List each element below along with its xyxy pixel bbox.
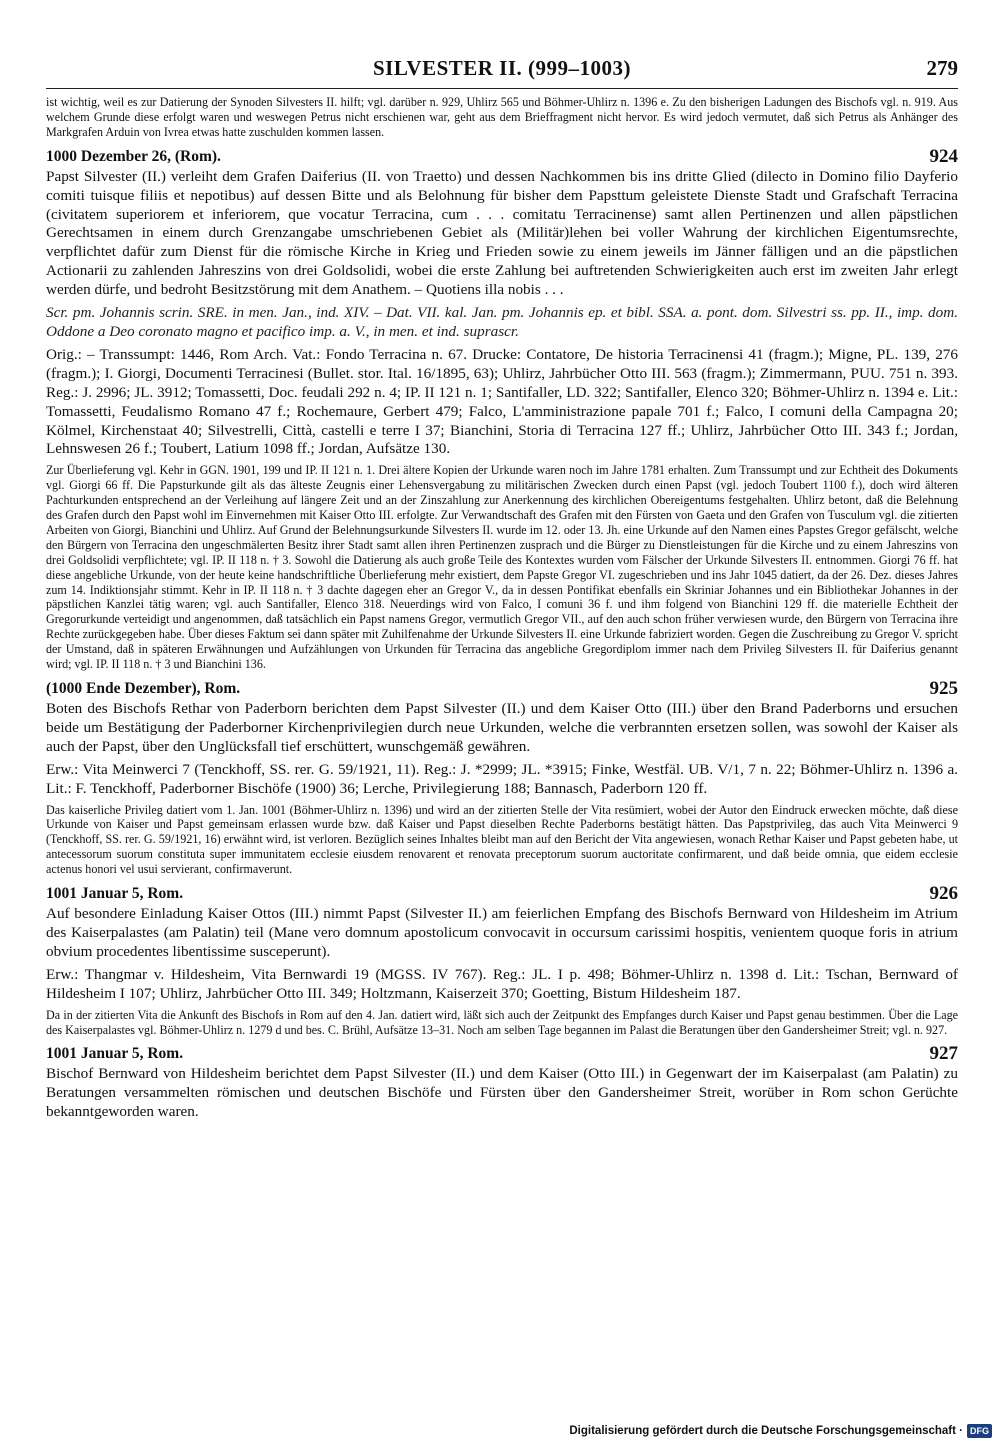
regest-entry-926: [46, 885, 958, 1037]
entry-date: 1001 Januar 5, Rom.: [46, 1045, 184, 1063]
entry-number: 927: [929, 1043, 958, 1065]
entry-note: Zur Überlieferung vgl. Kehr in GGN. 1901, 199 und IP. II 121 n. 1. Drei ältere Kopien der Urkunde waren noch im Jahre 1781 erhalten. Zum Transsumpt und zur Echtheit des Dokuments vgl. Giorgi 66 ff. Die Papsturkunde gilt als das älteste Zeugnis einer Lehensvergabung zu militärischen Zwecken durch einen Papst (vgl. jedoch Toubert 1100 f.), doch wird älteren Pachturkunden entsprechend an der Verleihung auf längere Zeit und an der Zinszahlung zur Anerkennung des kirchlichen Obereigentums festgehalten. Uhlirz betont, daß die Belehnung des Grafen durch den Papst wohl im Einvernehmen mit Kaiser Otto III. erfolgte. Zur Verwandtschaft des Grafen mit den Fürsten von Gaeta und den Grafen von Tusculum vgl. die zitierten Arbeiten von Giorgi, Bianchini und Uhlirz. Auf Grund der Belehnungsurkunde Silvesters II. wurde im 12. oder 13. Jh. eine Urkunde auf den Namen eines Papstes Gregor gefälscht, welche den Bürgern von Terracina den ungeschmälerten Besitz ihrer Stadt samt allen ihren Pertinenzen zusprach und die Bürger zu Dienstleistungen für die Kirche und zu einem Jahreszins von drei Goldsolidi verpflichtete; vgl. IP. II 118 n. † 3. Sowohl die Datierung als auch große Teile des Kontextes wurden vom Fälscher der Urkunde Silvesters II. entnommen. Giorgi 76 ff. hat diese angebliche Urkunde, von der heute keine handschriftliche Überlieferung mehr existiert, dem Papste Gregor VI. zugeschrieben und ins Jahr 1045 datiert, da der 26. Dez. dieses Jahres zum 14. Indiktionsjahr stimmt. Kehr in IP. II 118 n. † 3 dachte dagegen eher an Gregor V., da in dessen Pontifikat ebenfalls ein Skriniar Johannes und ein Bibliothekar Johannes in der päpstlichen Kanzlei tätig waren; vgl. auch Santifaller, Elenco 318. Neuerdings wird von Falco, I comuni 36 f. und ihm folgend von Bianchini 129 ff. die materielle Echtheit der Gregorurkunde verteidigt und angenommen, daß tatsächlich ein Papst namens Gregor, vermutlich Gregor VII., auf den auch schon früher verwiesen wurde, den Bürgern von Terracina ihre Rechte zurückgegeben habe. Über dieses Faktum sei dann später mit Zuhilfenahme der Urkunde Silvesters II. eine Urkunde fabriziert worden. Gegen die Zuschreibung zu Gregor V. spricht der Umstand, daß in späteren Erwähnungen und Aufzählungen von Urkunden für Terracina das angebliche Gregordiplom immer nach dem Privileg Silvesters II. für Daiferius genannt wird; vgl. IP. II 118 n. † 3 und Bianchini 136.: [46, 463, 958, 672]
entry-text: Boten des Bischofs Rethar von Paderborn berichten dem Papst Silvester (II.) und dem Kaiser Otto (III.) über den Brand Paderborns und ersuchen beide um Bestätigung der Paderborner Kirchenprivilegien durch neue Urkunden, welche die verbrannten ersetzen sollen, was sowohl der Kaiser als auch der Papst, über den Unglücksfall tief erschüttert, wunschgemäß gewähren.: [46, 700, 958, 755]
entry-sources: Erw.: Thangmar v. Hildesheim, Vita Bernwardi 19 (MGSS. IV 767). Reg.: JL. I p. 498; Böhmer-Uhlirz n. 1398 d. Lit.: Tschan, Bernward of Hildesheim I 107; Uhlirz, Jahrbücher Otto III. 349; Holtzmann, Kaiserzeit 370; Goetting, Bistum Hildesheim 187.: [46, 965, 958, 1002]
entry-number: 926: [929, 883, 958, 905]
entry-text: Bischof Bernward von Hildesheim berichtet dem Papst Silvester (II.) und dem Kaiser (Otto III.) in Gegenwart der im Kaiserpalast (am Palatin) zu Beratungen versammelten römischen und deutschen Bischöfe und Fürsten über den Gandersheimer Streit, worüber in Rom schon Gerüchte bekanntgeworden waren.: [46, 1065, 958, 1121]
entry-header: [46, 885, 958, 905]
entry-header: [46, 1045, 958, 1065]
entry-date: 1000 Dezember 26, (Rom).: [46, 147, 221, 165]
document-page: [46, 56, 958, 1122]
dfg-logo: DFG: [967, 1424, 992, 1438]
entry-number: 925: [929, 678, 958, 699]
entry-header: [46, 145, 958, 168]
entry-sources: Erw.: Vita Meinwerci 7 (Tenckhoff, SS. rer. G. 59/1921, 11). Reg.: J. *2999; JL. *3915; Finke, Westfäl. UB. V/1, 7 n. 22; Böhmer-Uhlirz n. 1396 a. Lit.: F. Tenckhoff, Paderborner Bischöfe (1900) 36; Lerche, Privilegierung 188; Bannasch, Paderborn 120 ff.: [46, 760, 958, 797]
entry-text: Auf besondere Einladung Kaiser Ottos (III.) nimmt Papst (Silvester II.) am feierlichen Empfang des Bischofs Bernward von Hildesheim im Atrium des Kaiserpalastes (am Palatin) teil (Mane vero domnum apostolicum convocavit in occursum carissimi hospitis, venientem quoque foris in atrium obvium procedentes libentissime susceperunt).: [46, 905, 958, 960]
entry-number: 924: [929, 145, 958, 167]
regest-entry-924: [46, 145, 958, 672]
regest-entry-925: [46, 680, 958, 877]
regest-entry-927: [46, 1045, 958, 1122]
entry-text: Papst Silvester (II.) verleiht dem Grafen Daiferius (II. von Traetto) und dessen Nachkommen bis ins dritte Glied (dilecto in Domino filio Dayferio comiti tuisque filiis et nepotibus) auf dessen Bitte und als Belohnung für bisher dem Papsttum geleistete Dienste Stadt und Grafschaft Terracina (civitatem superiorem et inferiorem, que vocatur Terracina, cum . . . comitatu Terracinense) samt allen Pertinenzen und allen päpstlichen Gerechtsamen in einem durch Grenzangabe umschriebenen Gebiet als (Militär)lehen bei voller Wahrung der kirchlichen Eigentumsrechte, verpflichtet dafür zum Dienst für die römische Kirche in Krieg und Frieden sowie zu einem jeweils im Jänner fälligen und an die päpstlichen Actionarii zu zahlenden Jahreszins von drei Goldsolidi, wobei die erste Zahlung bei auftretenden Schwierigkeiten auch erst im zweiten Jahr erlegt werden dürfe, und bedroht Besitzstörung mit dem Anathem. – Quotiens illa nobis . . .: [46, 167, 958, 299]
digitization-footer: [569, 1424, 992, 1438]
running-title: SILVESTER II. (999–1003): [372, 56, 632, 80]
entry-sources: Orig.: – Transsumpt: 1446, Rom Arch. Vat.: Fondo Terracina n. 67. Drucke: Contatore, De historia Terracinensi 41 (fragm.); Migne, PL. 139, 276 (fragm.); I. Giorgi, Documenti Terracinesi (Bullet. stor. Ital. 16/1895, 63); Uhlirz, Jahrbücher Otto III. 563 (fragm.); Zimmermann, PUU. 751 n. 393. Reg.: J. 2996; JL. 3912; Tomassetti, Doc. feudali 292 n. 4; IP. II 121 n. 1; Santifaller, LD. 322; Santifaller, Elenco 320; Böhmer-Uhlirz n. 1394 e. Lit.: Tomassetti, Feudalismo Romano 47 f.; Rochemaure, Gerbert 479; Falco, L'amministrazione papale 701 f.; Falco, I comuni della Campagna 20; Kölmel, Kirchenstaat 40; Silvestrelli, Città, castelli e terre I 37; Bianchini, Storia di Terracina 127 ff.; Uhlirz, Jahrbücher Otto III. 343 f.; Jordan, Lehnswesen 26 f.; Toubert, Latium 1098 ff.; Jordan, Aufsätze 130.: [46, 345, 958, 458]
entry-date: 1001 Januar 5, Rom.: [46, 885, 184, 903]
carryover-note: ist wichtig, weil es zur Datierung der Synoden Silvesters II. hilft; vgl. darüber n. 929, Uhlirz 565 und Böhmer-Uhlirz n. 1396 e. Zu den bisherigen Ladungen des Bischofs vgl. n. 919. Aus welchem Grunde diese erfolgt waren und weswegen Petrus nicht erschienen war, geht aus dem Brieffragment nicht hervor. Es wird jedoch vermutet, daß sich Petrus als Anhänger des Markgrafen Arduin von Ivrea etwas hatte zuschulden kommen lassen.: [46, 95, 958, 139]
entry-subscription: Scr. pm. Johannis scrin. SRE. in men. Jan., ind. XIV. – Dat. VII. kal. Jan. pm. Johannis ep. et bibl. SSA. a. pont. dom. Silvestri ss. pp. II., imp. dom. Oddone a Deo coronato magno et pacifico imp. a. V., in men. et ind. suprascr.: [46, 304, 958, 340]
entry-header: [46, 680, 958, 700]
running-head: [46, 56, 958, 89]
entry-note: Das kaiserliche Privileg datiert vom 1. Jan. 1001 (Böhmer-Uhlirz n. 1396) und wird an der zitierten Stelle der Vita resümiert, wobei der Autor den Eindruck erwecken möchte, daß diese Urkunde von Kaiser und Papst gemeinsam erlassen wurde bzw. daß Kaiser und Papst dieselben Rechte Paderborns bestätigt hätten. Das Papstprivileg, das auch Vita Meinwerci 9 (Tenckhoff, SS. rer. G. 59/1921, 16) erwähnt wird, ist verloren. Bezüglich seines Inhaltes bleibt man auf den Bericht der Vita angewiesen, wonach Rethar Kaiser und Papst gebeten habe, ut antecessorum suorum constituta super immunitatem ecclesie eiusdem renovarent et renovata preceptorum suorum auctoritate confirmarent, und daß beide omnia, que eidem ecclesie actenus honori vel usui servierant, confirmaverunt.: [46, 802, 958, 877]
entry-note: Da in der zitierten Vita die Ankunft des Bischofs in Rom auf den 4. Jan. datiert wird, läßt sich auch der Zeitpunkt des Empfanges durch Kaiser und Papst genau bestimmen. Über die Lage des Kaiserpalastes vgl. Böhmer-Uhlirz n. 1279 d und bes. C. Brühl, Aufsätze 13–31. Noch am selben Tage begannen im Palast die Beratungen über den Gandersheimer Streit; vgl. n. 927.: [46, 1007, 958, 1037]
footer-text: Digitalisierung gefördert durch die Deutsche Forschungsgemeinschaft ·: [569, 1425, 963, 1437]
page-number: 279: [926, 56, 958, 80]
entry-date: (1000 Ende Dezember), Rom.: [46, 680, 241, 697]
